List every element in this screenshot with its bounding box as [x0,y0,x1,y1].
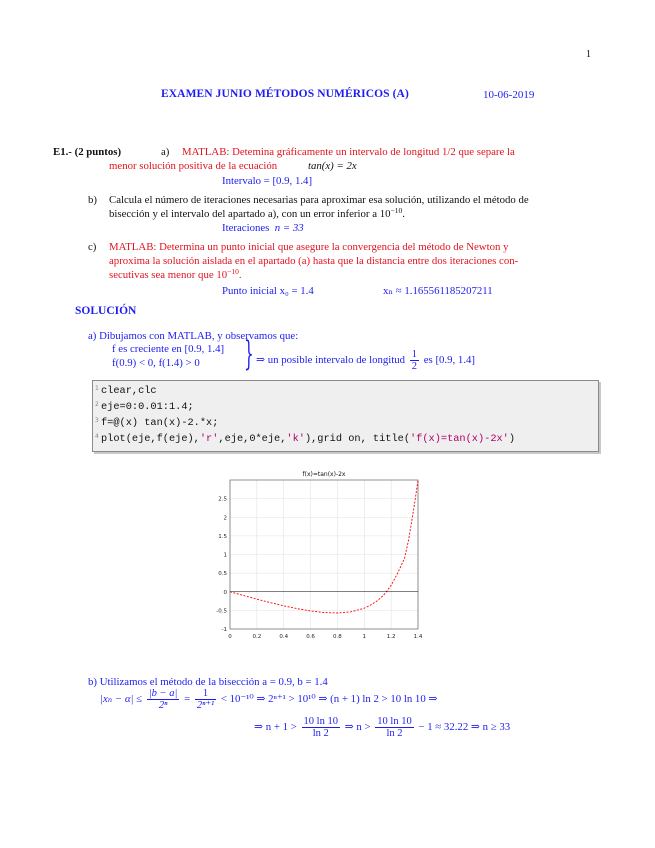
solution-a-condition1: f es creciente en [0.9, 1.4] [112,343,225,355]
part-c-answer-xn: xₙ ≈ 1.165561185207211 [383,285,493,297]
part-b-line1: Calcula el número de iteraciones necesarias para aproximar esa solución, utilizando el método de [109,194,529,206]
y-tick-label: 0 [223,589,227,596]
part-a-equation: tan(x) = 2x [308,160,357,172]
part-c-line3: secutivas sea menor que $10^{-10}$. [109,267,242,281]
part-b-marker: b) [88,194,97,206]
part-b-line2: bisección y el intervalo del apartado a), con un error inferior a $10^{-10}$. [109,206,405,220]
x-tick-label: 0.2 [252,634,262,640]
solution-b-equation-1: |xₙ − α| ≤ $\frac{|b - a|}{\text{2ⁿ}}$ = $\frac{1}{\text{2ⁿ⁺¹}}$ < 10⁻¹⁰ ⇒ 2ⁿ⁺¹ > 10¹⁰ ⇒ (n + 1) ln 2 > 10 ln 10 ⇒ [100,688,438,711]
code-line: 4 plot(eje,f(eje),'r',eje,0*eje,'k'),grid on, title('f(x)=tan(x)-2x') [95,433,516,445]
chart-title: f(x)=tan(x)-2x [302,471,346,478]
exam-title: EXAMEN JUNIO MÉTODOS NUMÉRICOS (A) [161,88,409,100]
solution-b-intro: b) Utilizamos el método de la bisección a = 0.9, b = 1.4 [88,676,328,688]
solution-a-conclusion: ⇒ un posible intervalo de longitud $\frac{1}{2}$ es [0.9, 1.4] [256,349,476,372]
y-tick-label: -1 [221,627,227,633]
y-tick-label: 1 [223,552,227,559]
part-a-line2: menor solución positiva de la ecuación [109,160,278,172]
part-a-answer: Intervalo = [0.9, 1.4] [222,175,313,187]
code-line: 1 clear,clc [95,385,157,397]
code-line: 2 eje=0:0.01:1.4; [95,401,194,413]
x-tick-label: 1.4 [413,634,423,640]
part-c-line2: aproxima la solución aislada en el apartado (a) hasta que la distancia entre dos iteraciones con- [109,255,519,267]
code-line: 3 f=@(x) tan(x)-2.*x; [95,417,219,429]
part-c-line1: MATLAB: Determina un punto inicial que asegure la convergencia del método de Newton y [109,241,509,253]
solution-heading: SOLUCIÓN [75,305,137,317]
x-tick-label: 0.4 [279,634,289,640]
part-c-answer-initial: Punto inicial x₀ = 1.4 [222,285,314,297]
part-a-line1: MATLAB: Detemina gráficamente un intervalo de longitud 1/2 que separe la [182,146,515,158]
matlab-code-block [92,380,599,452]
exercise-label: E1.- (2 puntos) [53,146,122,158]
part-c-marker: c) [88,241,97,253]
part-b-answer: Iteraciones n = 33 [222,222,304,234]
x-tick-label: 1 [362,634,367,640]
brace-symbol: } [244,334,254,374]
solution-b-equation-2: ⇒ n + 1 > $\frac{10 \ln 10}{\ln 2}$ ⇒ n > $\frac{10 \ln 10}{\ln 2}$ − 1 ≈ 32.22 ⇒ n ≥ 33 [254,716,511,739]
function-plot [203,466,443,646]
solution-a-intro: a) Dibujamos con MATLAB, y observamos que: [88,330,299,342]
y-tick-label: 2 [223,515,227,522]
x-tick-label: 1.2 [386,634,396,640]
x-tick-label: 0.8 [333,634,342,640]
y-tick-label: 1.5 [218,533,227,540]
page-number: 1 [586,49,591,60]
exam-date: 10-06-2019 [483,89,535,101]
y-tick-label: -0.5 [216,608,227,615]
y-tick-label: 2.5 [218,496,227,503]
x-tick-label: 0 [228,634,232,640]
solution-a-condition2: f(0.9) < 0, f(1.4) > 0 [112,357,200,369]
y-tick-label: 0.5 [218,571,227,578]
part-a-marker: a) [161,146,170,158]
x-tick-label: 0.6 [306,634,315,640]
